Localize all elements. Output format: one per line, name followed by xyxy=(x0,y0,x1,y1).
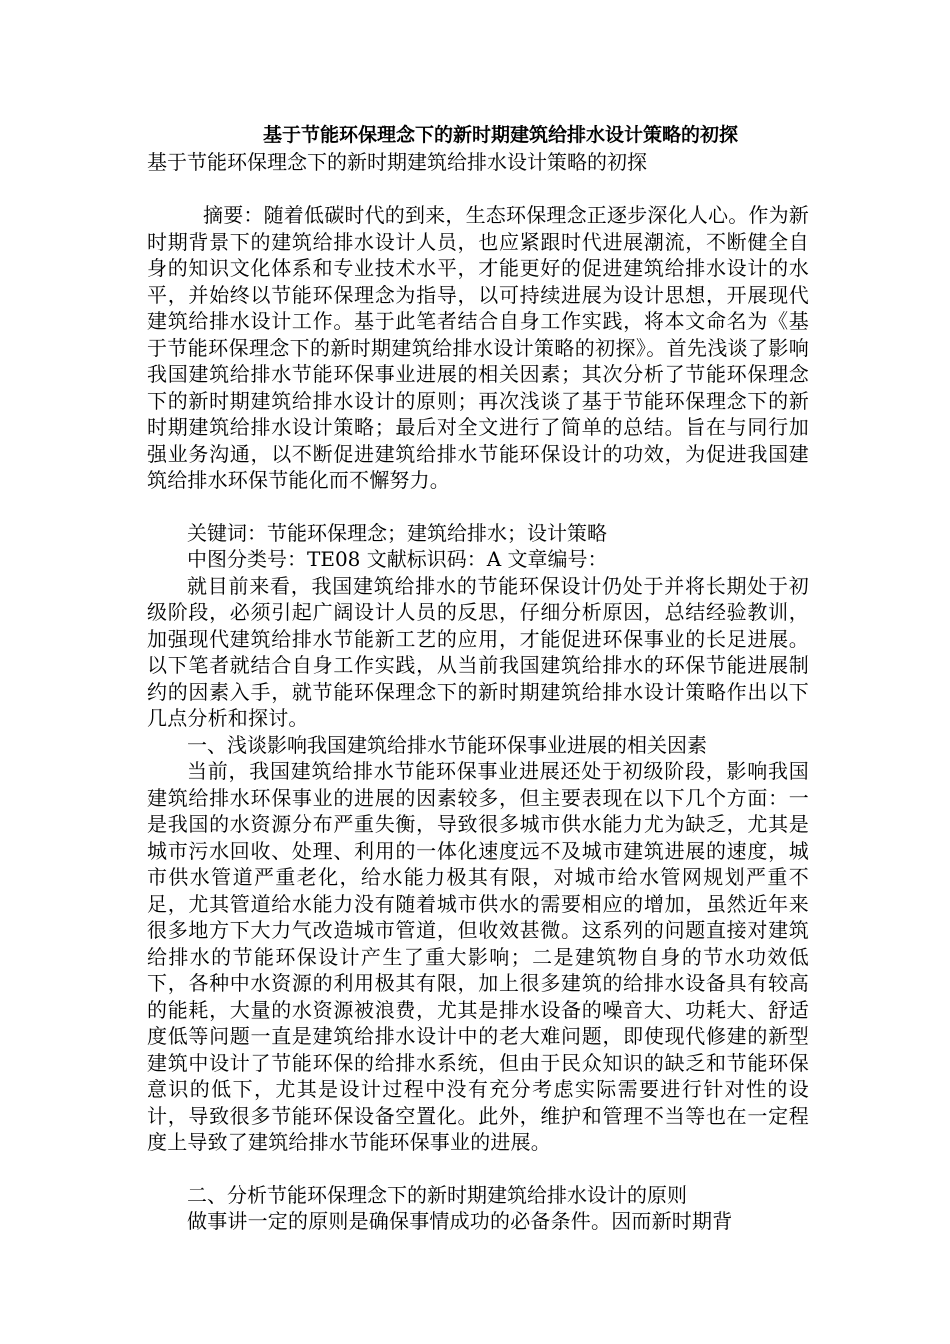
section2-heading: 二、分析节能环保理念下的新时期建筑给排水设计的原则 xyxy=(187,1182,687,1207)
document-title: 基于节能环保理念下的新时期建筑给排水设计策略的初探 xyxy=(262,124,738,146)
abstract-paragraph: 摘要：随着低碳时代的到来，生态环保理念正逐步深化人心。作为新时期背景下的建筑给排水设计人员，也应紧跟时代进展潮流，不断健全自身的知识文化体系和专业技术水平，才能更好的促进建筑给排水设计的水平，并始终以节能环保理念为指导，以可持续进展为设计思想，开展现代建筑给排水设计工作。基于此笔者结合自身工作实践，将本文命名为《基于节能环保理念下的新时期建筑给排水设计策略的初探》。首先浅谈了影响我国建筑给排水节能环保事业进展的相关因素；其次分析了节能环保理念下的新时期建筑给排水设计的原则；再次浅谈了基于节能环保理念下的新时期建筑给排水设计策略；最后对全文进行了简单的总结。旨在与同行加强业务沟通，以不断促进建筑给排水节能环保设计的功效，为促进我国建筑给排水环保节能化而不懈努力。 xyxy=(147,203,809,492)
spacer xyxy=(147,1156,809,1182)
keywords-line: 关键词：节能环保理念；建筑给排水；设计策略 xyxy=(187,520,607,545)
spacer xyxy=(147,494,809,520)
document-page xyxy=(147,122,809,1235)
intro-paragraph: 就目前来看，我国建筑给排水的节能环保设计仍处于并将长期处于初级阶段，必须引起广阔设计人员的反思，仔细分析原因，总结经验教训，加强现代建筑给排水节能新工艺的应用，才能促进环保事业的长足进展。以下笔者就结合自身工作实践，从当前我国建筑给排水的环保节能进展制约的因素入手，就节能环保理念下的新时期建筑给排水设计策略作出以下几点分析和探讨。 xyxy=(147,573,809,730)
section1-heading: 一、浅谈影响我国建筑给排水节能环保事业进展的相关因素 xyxy=(187,732,707,757)
document-subtitle: 基于节能环保理念下的新时期建筑给排水设计策略的初探 xyxy=(147,150,647,174)
section1-paragraph: 当前，我国建筑给排水节能环保事业进展还处于初级阶段，影响我国建筑给排水环保事业的进展的因素较多，但主要表现在以下几个方面：一是我国的水资源分布严重失衡，导致很多城市供水能力尤为缺乏，尤其是城市污水回收、处理、利用的一体化速度远不及城市建筑进展的速度，城市供水管道严重老化，给水能力极其有限，对城市给水管网规划严重不足，尤其管道给水能力没有随着城市供水的需要相应的增加，虽然近年来很多地方下大力气改造城市管道，但收效甚微。这系列的问题直接对建筑给排水的节能环保设计产生了重大影响；二是建筑物自身的节水功效低下，各种中水资源的利用极其有限，加上很多建筑的给排水设备具有较高的能耗，大量的水资源被浪费，尤其是排水设备的噪音大、功耗大、舒适度低等问题一直是建筑给排水设计中的老大难问题，即使现代修建的新型建筑中设计了节能环保的给排水系统，但由于民众知识的缺乏和节能环保意识的低下，尤其是设计过程中没有充分考虑实际需要进行针对性的设计，导致很多节能环保设备空置化。此外，维护和管理不当等也在一定程度上导致了建筑给排水节能环保事业的进展。 xyxy=(147,759,809,1154)
section2-paragraph: 做事讲一定的原则是确保事情成功的必备条件。因而新时期背 xyxy=(187,1209,733,1233)
spacer xyxy=(147,176,809,202)
classification-line: 中图分类号：TE08 文献标识码：A 文章编号： xyxy=(187,547,608,571)
